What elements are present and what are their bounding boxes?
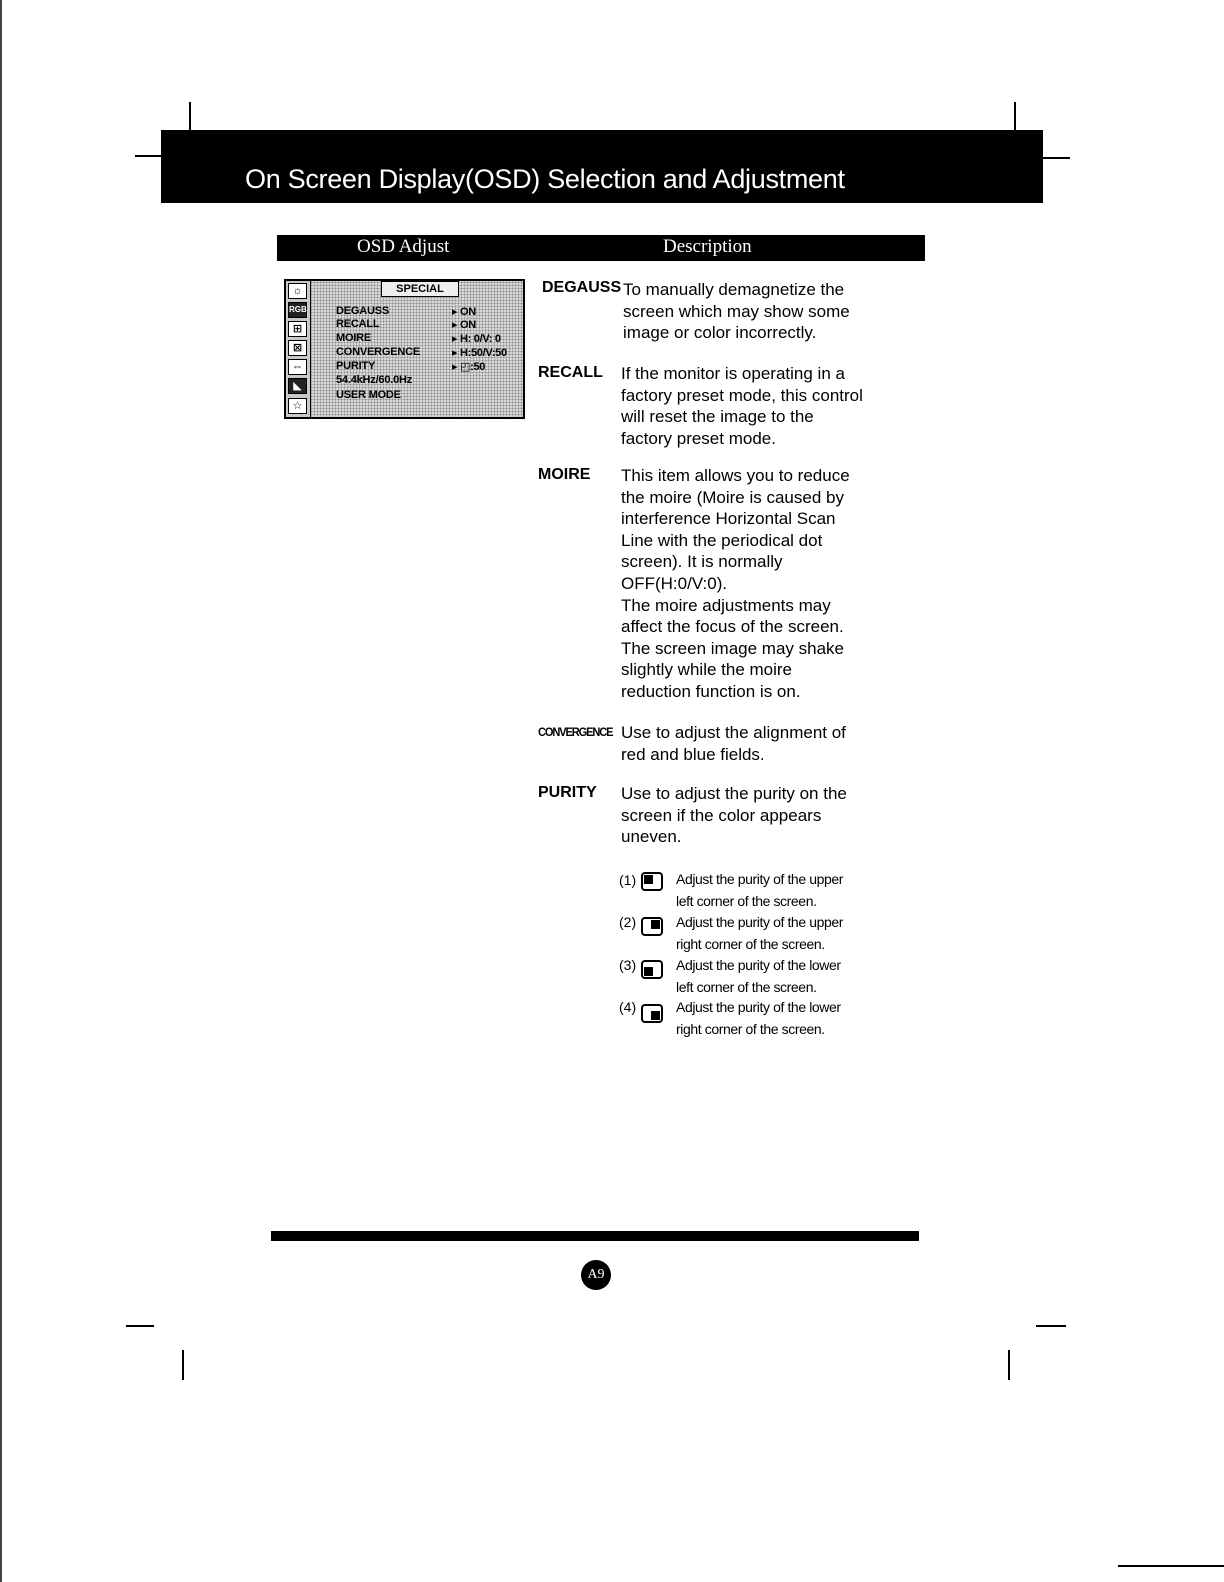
- osd-item-label: RECALL: [336, 318, 380, 330]
- osd-item-label: CONVERGENCE: [336, 346, 420, 358]
- special-icon: ◣: [288, 378, 307, 394]
- purity-item-number: (1): [619, 872, 637, 888]
- osd-item-label: USER MODE: [336, 389, 401, 401]
- osd-item-label: 54.4kHz/60.0Hz: [336, 374, 413, 386]
- lower-left-corner-icon: [641, 960, 663, 979]
- purity-item-number: (4): [619, 999, 637, 1015]
- term-moire: MOIRE: [538, 466, 591, 483]
- osd-item-value: ▸ H:50/V:50: [452, 347, 507, 359]
- crop-mark: [1043, 157, 1070, 159]
- crop-mark: [182, 1350, 184, 1380]
- rgb-icon: RGB: [288, 302, 307, 318]
- brightness-icon: ☼: [288, 283, 307, 299]
- term-recall: RECALL: [538, 364, 603, 381]
- osd-menu-image: [284, 279, 525, 419]
- crop-mark: [1008, 1350, 1010, 1380]
- desc-purity: Use to adjust the purity on the screen if the color appears uneven.: [621, 784, 847, 847]
- osd-item-label: DEGAUSS: [336, 305, 389, 317]
- position-icon: ⊞: [288, 321, 307, 337]
- page-number: A9: [581, 1260, 611, 1290]
- purity-item-text: Adjust the purity of the upper right corner of the screen.: [676, 914, 843, 952]
- term-convergence: CONVERGENCE: [538, 725, 613, 739]
- column-header-bar: [277, 235, 925, 261]
- desc-degauss: To manually demagnetize the screen which may show some image or color incorrectly.: [623, 280, 850, 343]
- column-header-osd-adjust: OSD Adjust: [357, 236, 450, 257]
- star-icon: ☆: [288, 398, 307, 414]
- crop-mark: [189, 102, 191, 130]
- crop-mark: [1118, 1565, 1224, 1567]
- term-purity: PURITY: [538, 784, 597, 801]
- crop-mark: [1014, 102, 1016, 130]
- osd-item-label: MOIRE: [336, 332, 372, 344]
- osd-item-value: ▸ H: 0/V: 0: [452, 333, 501, 345]
- purity-item-number: (2): [619, 914, 637, 930]
- header-banner: [161, 130, 1043, 203]
- page-title: On Screen Display(OSD) Selection and Adjustment: [245, 164, 845, 194]
- upper-right-corner-icon: [641, 917, 663, 936]
- desc-recall: If the monitor is operating in a factory preset mode, this control will reset the image to the factory preset mode.: [621, 364, 863, 448]
- crop-mark: [1036, 1325, 1066, 1327]
- column-header-description: Description: [663, 236, 752, 257]
- purity-item-text: Adjust the purity of the upper left corner of the screen.: [676, 871, 843, 909]
- upper-left-corner-icon: [641, 872, 663, 891]
- desc-convergence: Use to adjust the alignment of red and blue fields.: [621, 723, 846, 764]
- osd-item-value: ▸ ◰:50: [452, 361, 486, 373]
- osd-icon-column: [286, 281, 311, 417]
- osd-item-value: ▸ ON: [452, 319, 476, 331]
- purity-item-number: (3): [619, 957, 637, 973]
- purity-item-text: Adjust the purity of the lower left corner of the screen.: [676, 957, 841, 995]
- footer-bar: [271, 1231, 919, 1241]
- crop-mark: [135, 155, 161, 157]
- osd-item-label: PURITY: [336, 360, 376, 372]
- osd-item-value: ▸ ON: [452, 306, 476, 318]
- page-edge: [0, 0, 2, 1582]
- crop-mark: [126, 1325, 154, 1327]
- osd-tab-special: SPECIAL: [381, 281, 459, 297]
- lower-right-corner-icon: [641, 1004, 663, 1023]
- desc-moire: This item allows you to reduce the moire (Moire is caused by interference Horizontal Scan Line with the periodical dot screen). It is normally OFF(H:0/V:0). The moire adjustments may affect the focus of the screen. The screen image may shake slightly while the moire reduction function is on.: [621, 466, 850, 701]
- size-icon: ⇔: [288, 359, 307, 375]
- purity-item-text: Adjust the purity of the lower right corner of the screen.: [676, 999, 841, 1037]
- term-degauss: DEGAUSS: [542, 279, 622, 296]
- geometry-icon: ⊠: [288, 340, 307, 356]
